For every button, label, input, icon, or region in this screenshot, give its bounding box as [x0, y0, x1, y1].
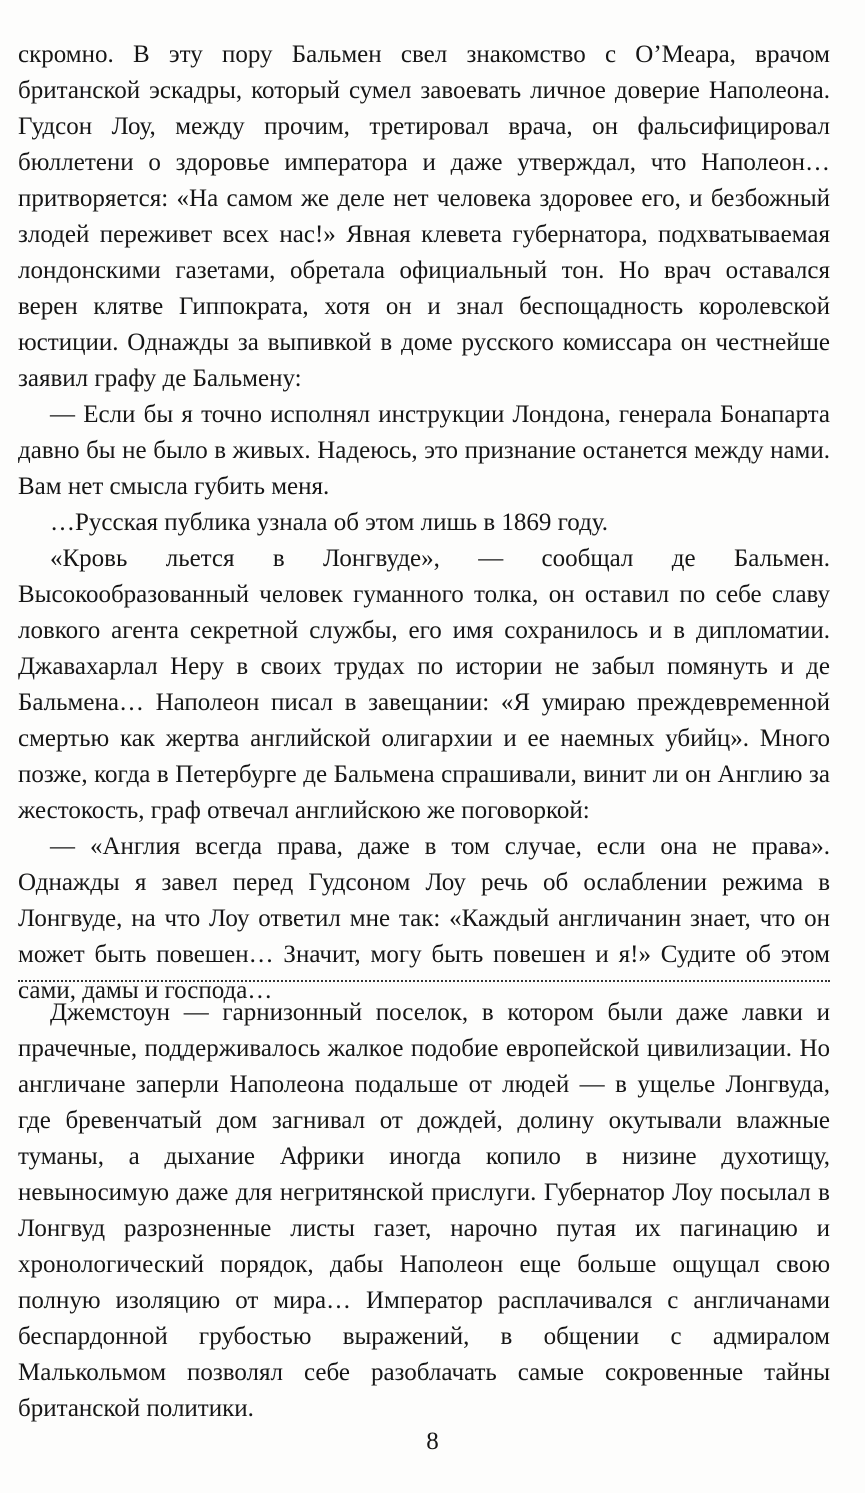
paragraph: «Кровь льется в Лонгвуде», — сообщал де Бальмен. Высокообразованный человек гуманного толка, он оставил по себе славу ловкого агента секретной службы, его имя сохранилось и в дипломатии. Джавахарлал Неру в своих трудах по истории не забыл помянуть и де Бальмена… Наполеон писал в завещании: «Я умираю преждевременной смертью как жертва английской олигархии и ее наемных убийц». Много позже, когда в Петербурге де Бальмена спрашивали, винит ли он Англию за жестокость, граф отвечал английскою же поговоркой:: [18, 545, 830, 824]
paragraph: — «Англия всегда права, даже в том случае, если она не права». Однажды я завел перед Гудсоном Лоу речь об ослаблении режима в Лонгвуде, на что Лоу ответил мне так: «Каждый англичанин знает, что он может быть повешен… Значит, могу быть повешен и я!» Судите об этом сами, дамы и господа…: [18, 833, 830, 1004]
upper-text-section: [18, 37, 830, 1009]
section-divider: [18, 980, 830, 982]
page-number: 8: [426, 1428, 439, 1455]
paragraph: Джемстоун — гарнизонный поселок, в котором были даже лавки и прачечные, поддерживалось жалкое подобие европейской цивилизации. Но англичане заперли Наполеона подальше от людей — в ущелье Лонгвуда, где бревенчатый дом загнивал от дождей, долину окутывали влажные туманы, а дыхание Африки иногда копило в низине духотищу, невыносимую даже для негритянской прислуги. Губернатор Лоу посылал в Лонгвуд разрозненные листы газет, нарочно путая их пагинацию и хронологический порядок, дабы Наполеон еще больше ощущал свою полную изоляцию от мира… Император расплачивался с англичанами беспардонной грубостью выражений, в общении с адмиралом Малькольмом позволял себе разоблачать самые сокровенные тайны британской политики.: [18, 999, 830, 1422]
lower-text-section: [18, 995, 830, 1427]
paragraph: …Русская публика узнала об этом лишь в 1869 году.: [50, 509, 609, 536]
paragraph: скромно. В эту пору Бальмен свел знакомство с О’Меара, врачом британской эскадры, который сумел завоевать личное доверие Наполеона. Гудсон Лоу, между прочим, третировал врача, он фальсифицировал бюллетени о здоровье императора и даже утверждал, что Наполеон… притворяется: «На самом же деле нет человека здоровее его, и безбожный злодей переживет всех нас!» Явная клевета губернатора, подхватываемая лондонскими газетами, обретала официальный тон. Но врач оставался верен клятве Гиппократа, хотя он и знал беспощадность королевской юстиции. Однажды за выпивкой в доме русского комиссара он честнейше заявил графу де Бальмену:: [18, 41, 830, 392]
paragraph: — Если бы я точно исполнял инструкции Лондона, генерала Бонапарта давно бы не было в живых. Надеюсь, это признание останется между нами. Вам нет смысла губить меня.: [18, 401, 830, 500]
